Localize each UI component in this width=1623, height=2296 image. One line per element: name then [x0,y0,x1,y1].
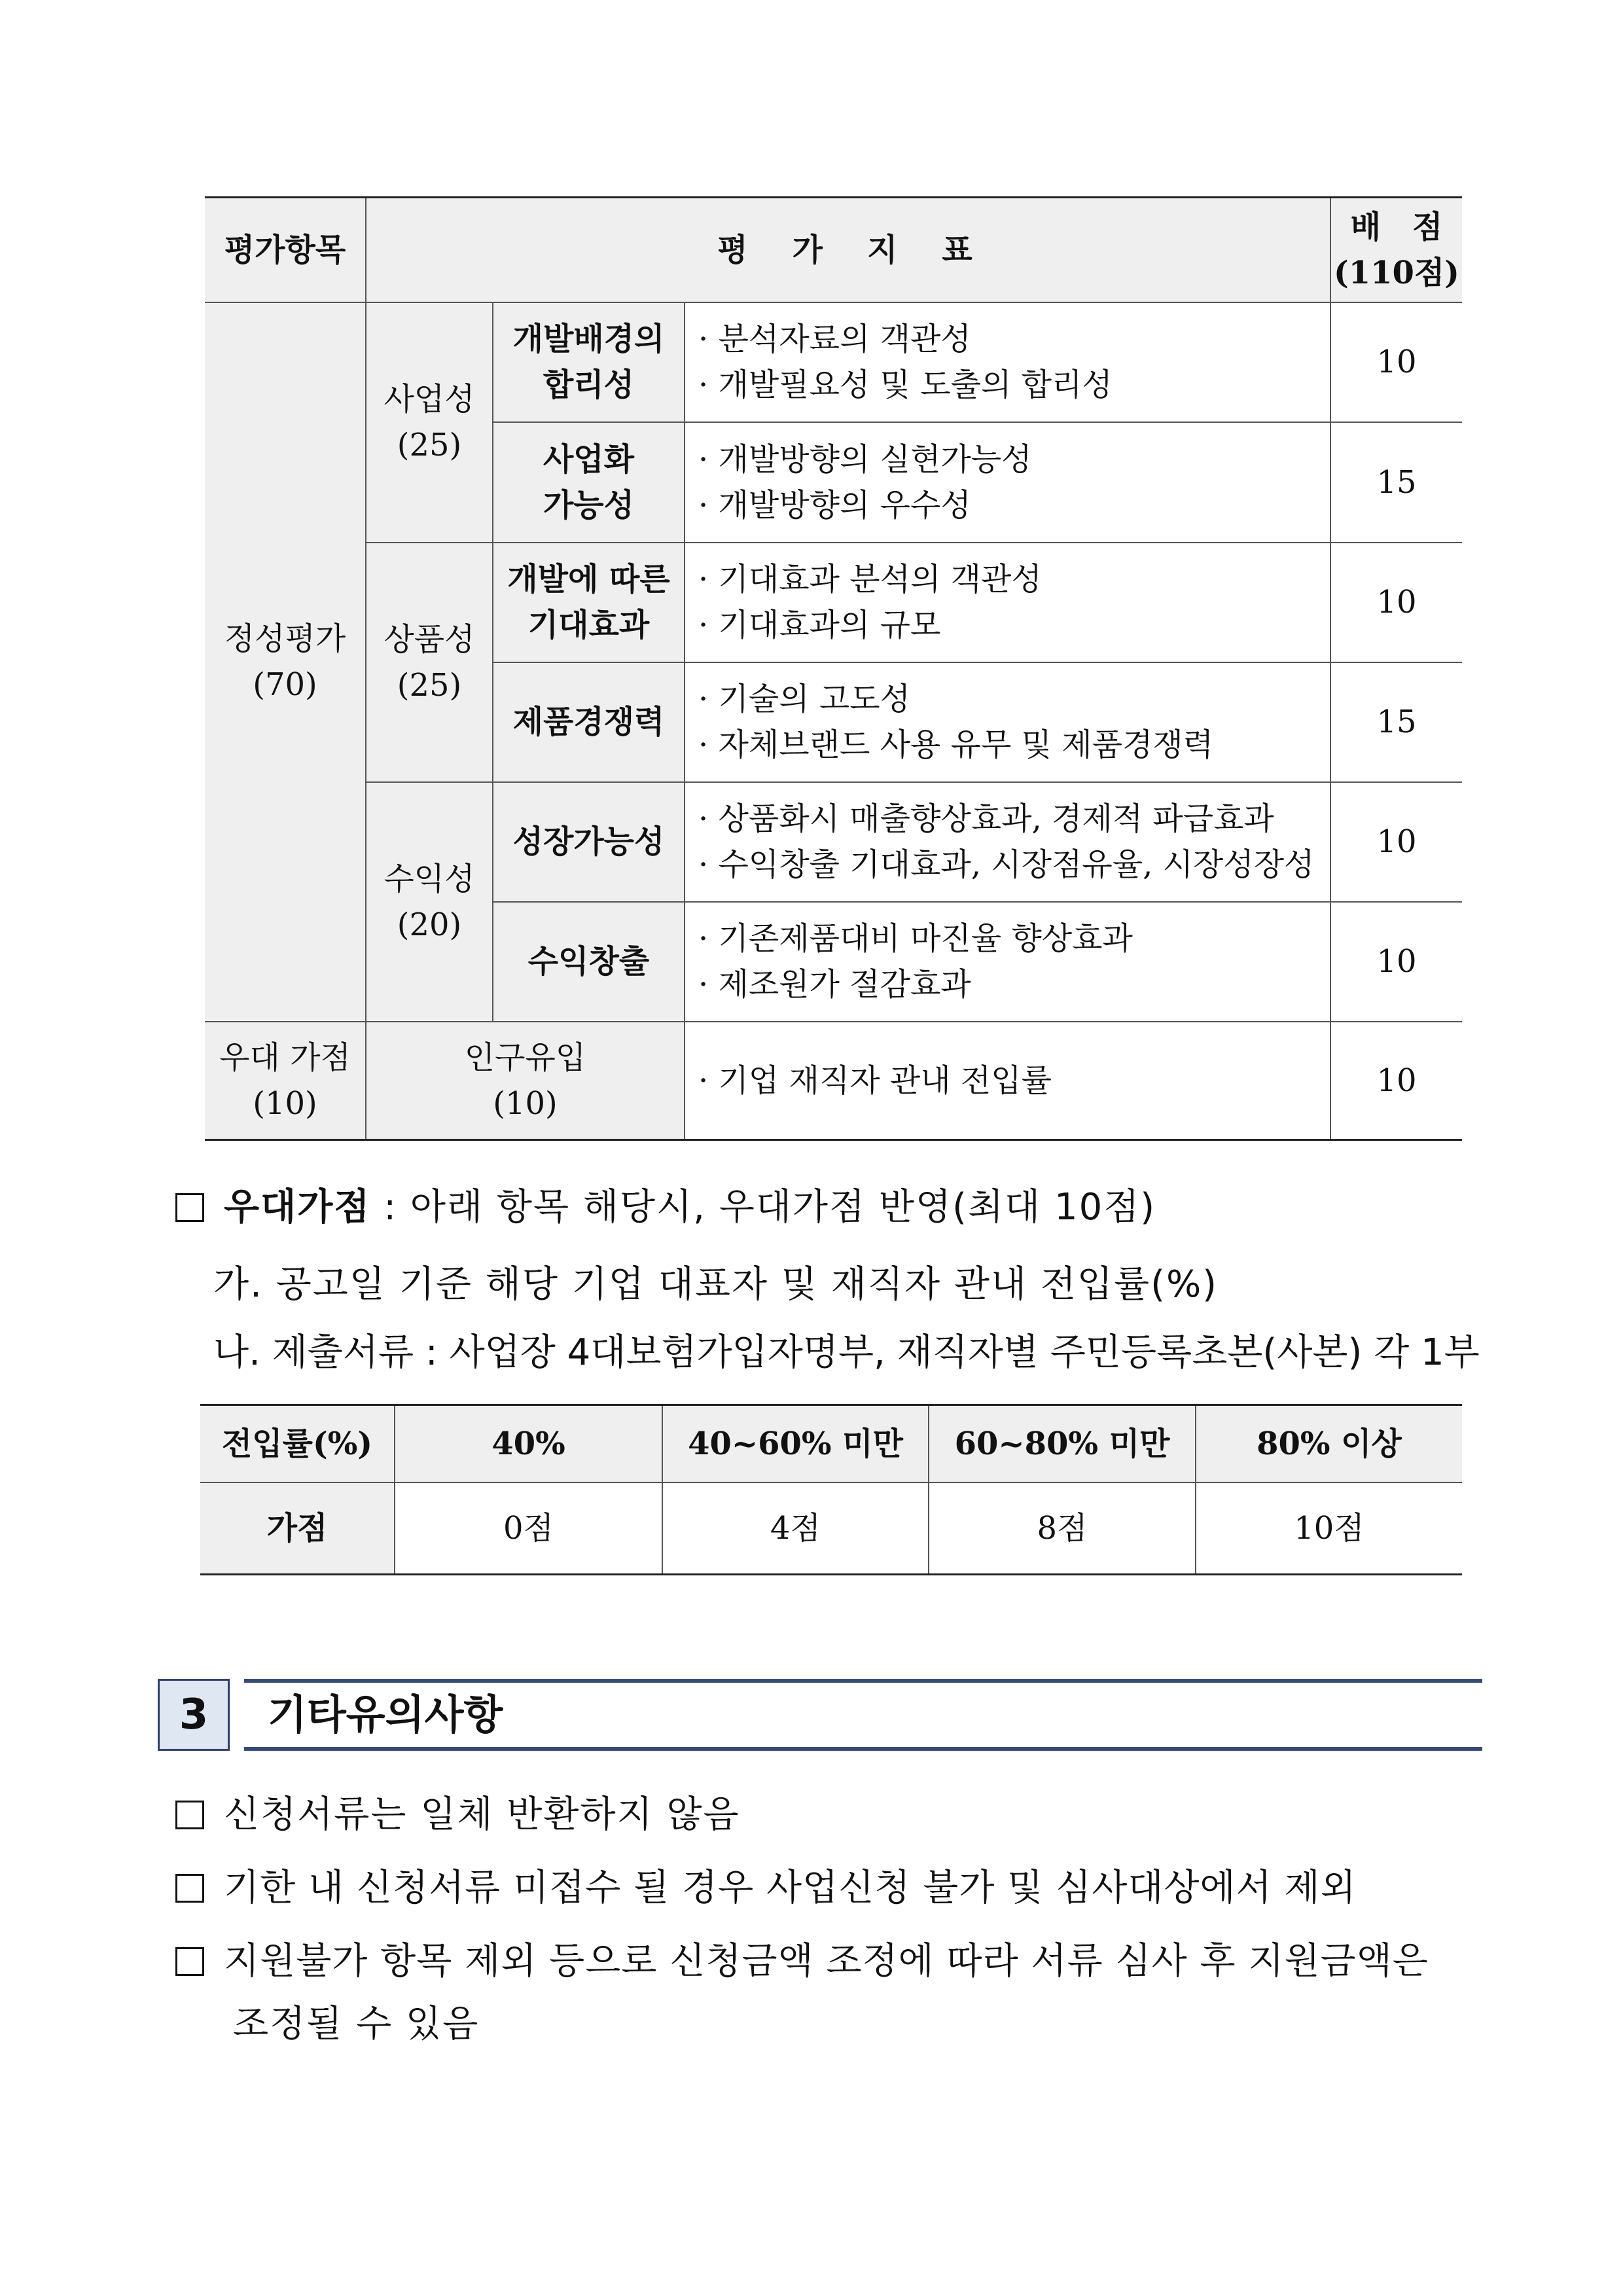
qual-points: (70) [253,666,317,703]
bonus-line-b: 나. 제출서류 : 사업장 4대보험가입자명부, 재직자별 주민등록초본(사본) 각 1부 [213,1331,1480,1374]
item-label: 사업화 [543,440,635,478]
bonus-heading [175,1178,1156,1230]
item-label: 개발배경의 [512,321,665,357]
score-label: 배 점 [1350,208,1443,245]
indicator-cell [685,543,1330,662]
item-label: 가능성 [543,486,635,524]
header-indicators: 평 가 지 표 [366,198,1330,302]
group-label: 수익성 [383,860,475,897]
indicator: · 기대효과의 규모 [698,607,941,643]
item-label: 개발에 따른 [507,561,670,598]
evaluation-table [205,196,1462,1141]
item-cell: 제품경쟁력 [493,662,685,782]
bonus-header-row [200,1405,1462,1482]
indicator-cell: · 기업 재직자 관내 전입률 [685,1022,1330,1140]
group-points: (25) [397,666,462,704]
group-profit [366,782,493,1022]
score-cell: 15 [1330,662,1462,782]
indicator: · 제조원가 절감효과 [698,966,971,1003]
indicator: · 자체브랜드 사용 유무 및 제품경쟁력 [698,726,1214,763]
value-cell: 10점 [1196,1482,1462,1575]
bonus-points: (10) [253,1085,317,1122]
indicator: · 개발필요성 및 도출의 합리성 [698,367,1113,403]
item-points: (10) [493,1085,558,1122]
value-cell: 8점 [929,1482,1196,1575]
table-row [205,302,1462,422]
indicator: · 개발방향의 실현가능성 [698,440,1032,478]
checkbox-square-icon [175,1801,204,1829]
indicator: · 상품화시 매출향상효과, 경제적 파급효과 [698,800,1274,837]
value-cell: 0점 [395,1482,662,1575]
indicator-cell [685,422,1330,543]
bonus-item [366,1022,685,1140]
score-cell: 10 [1330,302,1462,422]
bonus-category [205,1022,366,1140]
header-cell: 40~60% 미만 [662,1405,929,1482]
table-header-row [205,198,1462,302]
header-cell: 60~80% 미만 [929,1405,1196,1482]
item-label: 기대효과 [527,607,650,643]
bonus-table [200,1404,1462,1575]
score-cell: 15 [1330,422,1462,543]
list-item-continuation: 조정될 수 있음 [233,2003,480,2045]
item-label: 합리성 [543,367,635,403]
list-item-text: 신청서류는 일체 반환하지 않음 [224,1793,740,1836]
indicator-cell [685,782,1330,902]
indicator-cell [685,302,1330,422]
score-total: (110점) [1334,254,1459,291]
checkbox-square-icon [175,1193,204,1222]
indicator: · 개발방향의 우수성 [698,486,971,524]
item-cell: 수익창출 [493,902,685,1022]
score-cell: 10 [1330,782,1462,902]
score-cell: 10 [1330,902,1462,1022]
indicator: · 기대효과 분석의 객관성 [698,561,1042,598]
bonus-value-row [200,1482,1462,1575]
bonus-title: 우대가점 [224,1186,371,1229]
indicator: · 기존제품대비 마진율 향상효과 [698,920,1133,957]
group-label: 상품성 [383,620,475,658]
item-cell [493,422,685,543]
header-cell: 80% 이상 [1196,1405,1462,1482]
bonus-label: 우대 가점 [219,1039,351,1076]
header-category: 평가항목 [205,198,366,302]
section-number: 3 [158,1679,230,1751]
checkbox-square-icon [175,1874,204,1903]
indicator-cell [685,902,1330,1022]
score-cell: 10 [1330,1022,1462,1140]
list-item-text: 지원불가 항목 제외 등으로 신청금액 조정에 따라 서류 심사 후 지원금액은 [224,1940,1429,1982]
group-product [366,543,493,782]
bonus-desc: : 아래 항목 해당시, 우대가점 반영(최대 10점) [370,1186,1156,1229]
row-label: 가점 [200,1482,395,1575]
indicator: · 기술의 고도성 [698,681,910,717]
group-business [366,302,493,543]
table-row [205,543,1462,662]
item-cell [493,543,685,662]
indicator-cell [685,662,1330,782]
list-item-text: 기한 내 신청서류 미접수 될 경우 사업신청 불가 및 심사대상에서 제외 [224,1867,1357,1909]
header-cell: 40% [395,1405,662,1482]
group-points: (25) [397,427,462,463]
table-row [205,782,1462,902]
item-cell [493,302,685,422]
item-cell: 성장가능성 [493,782,685,902]
value-cell: 4점 [662,1482,929,1575]
item-label: 인구유입 [464,1039,586,1076]
bonus-line-a: 가. 공고일 기준 해당 기업 대표자 및 재직자 관내 전입률(%) [213,1263,1219,1306]
checkbox-square-icon [175,1947,204,1976]
qual-label: 정성평가 [224,620,346,657]
header-cell: 전입률(%) [200,1405,395,1482]
list-item [175,1785,740,1838]
group-points: (20) [397,906,462,943]
group-label: 사업성 [383,381,475,418]
header-score [1330,198,1462,302]
list-item [175,1859,1357,1911]
indicator: · 수익창출 기대효과, 시장점유율, 시장성장성 [698,846,1315,883]
score-cell: 10 [1330,543,1462,662]
indicator: · 분석자료의 객관성 [698,321,971,357]
list-item [175,1932,1429,1984]
bonus-row [205,1022,1462,1140]
qual-category [205,302,366,1022]
section-title: 기타유의사항 [244,1679,1482,1751]
